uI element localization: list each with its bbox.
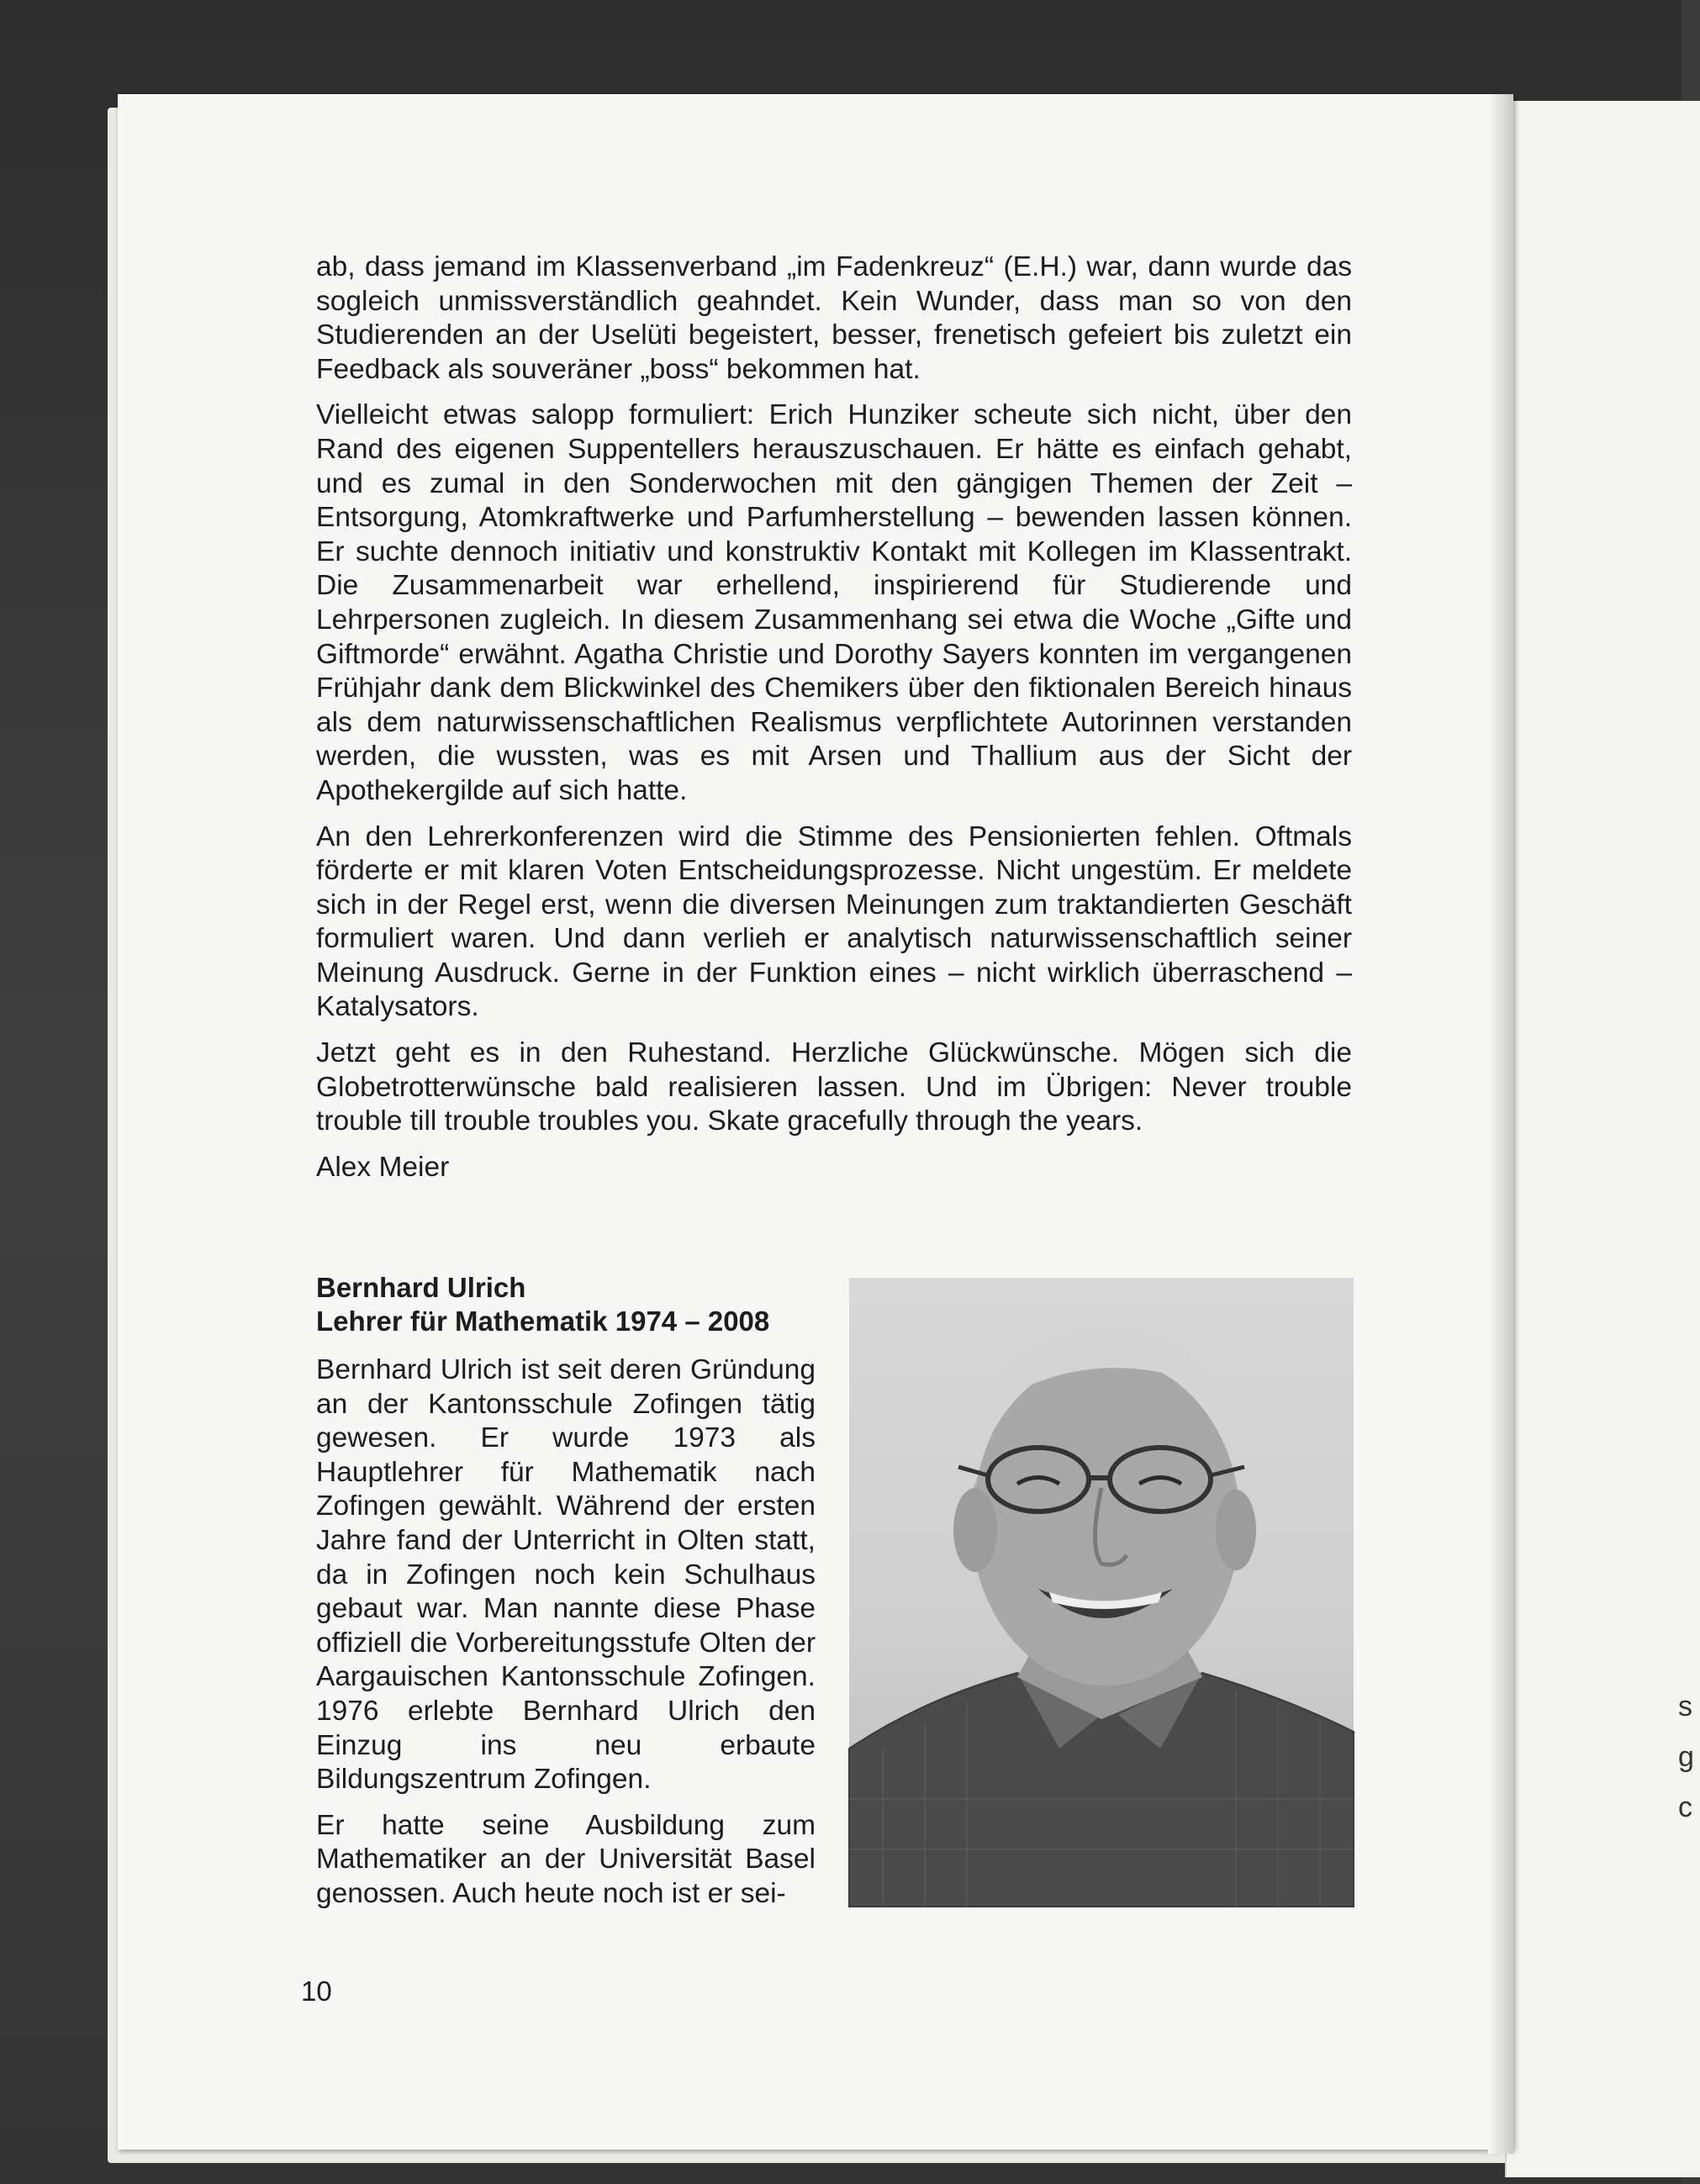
portrait-photo: [849, 1278, 1354, 1907]
paragraph: Bernhard Ulrich ist seit deren Gründung an der Kantonsschule Zofingen tätig gewesen. Er wurde 1973 als Hauptlehrer für Mathematik nach Zofingen gewählt. Während der ersten Jahre fand der Unterricht in Olten statt, da in Zofingen noch kein Schulhaus gebaut war. Man nannte diese Phase offiziell die Vorbereitungsstufe Olten der Aargauischen Kantonsschule Zofingen. 1976 erlebte Bernhard Ulrich den Einzug ins neu erbaute Bildungszentrum Zofingen.: [316, 1354, 816, 1796]
profile-role: Lehrer für Mathematik 1974 – 2008: [316, 1306, 770, 1337]
teacher-profile: [316, 1271, 816, 1923]
paragraph: Jetzt geht es in den Ruhestand. Herzliche Glückwünsche. Mögen sich die Globetrotterwünsche bald realisieren lassen. Und im Übrigen: Never trouble trouble till trouble troubles you. Skate gracefully through the years.: [316, 1037, 1352, 1137]
paragraph: ab, dass jemand im Klassenverband „im Fadenkreuz“ (E.H.) war, dann wurde das sogleich unmissverständlich geahndet. Kein Wunder, dass man so von den Studierenden an der Uselüti begeistert, besser, frenetisch gefeiert bis zuletzt ein Feedback als souveräner „boss“ bekommen hat.: [316, 251, 1352, 385]
facing-page-letter: c: [1678, 1791, 1692, 1823]
facing-page-letter: g: [1678, 1741, 1694, 1773]
portrait-illustration: [849, 1278, 1354, 1907]
facing-page: [1505, 101, 1700, 2177]
page-number: 10: [301, 1976, 332, 2007]
author-signature: Alex Meier: [316, 1151, 450, 1183]
page-gutter: [1488, 94, 1513, 2154]
paragraph: An den Lehrerkonferenzen wird die Stimme des Pensionierten fehlen. Oftmals förderte er mit klaren Voten Entscheidungsprozesse. Nicht ungestüm. Er meldete sich in der Regel erst, wenn die diversen Meinungen zum traktandierten Geschäft formuliert waren. Und dann verlieh er analytisch naturwissenschaftlich seiner Meinung Ausdruck. Gerne in der Funktion eines – nicht wirklich überraschend – Katalysators.: [316, 820, 1352, 1023]
profile-body: [316, 1353, 816, 1912]
paragraph: Vielleicht etwas salopp formuliert: Erich Hunziker scheute sich nicht, über den Rand des eigenen Suppentellers herauszuschauen. Er hätte es einfach gehabt, und es zumal in den Sonderwochen mit den gängigen Themen der Zeit – Entsorgung, Atomkraftwerke und Parfumherstellung – bewenden lassen können. Er suchte dennoch initiativ und konstruktiv Kontakt mit Kollegen im Klassentrakt. Die Zusammenarbeit war erhellend, inspirierend für Studierende und Lehrpersonen zugleich. In diesem Zusammenhang sei etwa die Woche „Gifte und Giftmorde“ erwähnt. Agatha Christie und Dorothy Sayers konnten im vergangenen Frühjahr dank dem Blickwinkel des Chemikers über den fiktionalen Bereich hinaus als dem naturwissenschaftlichen Realismus verpflichtete Autorinnen verstanden werden, die wussten, was es mit Arsen und Thallium aus der Sicht der Apothekergilde auf sich hatte.: [316, 399, 1352, 806]
facing-page-letter: s: [1678, 1691, 1692, 1722]
continued-article: [316, 251, 1352, 1196]
profile-name: Bernhard Ulrich: [316, 1272, 526, 1303]
paragraph: Er hatte seine Ausbildung zum Mathematiker an der Universität Basel genossen. Auch heute noch ist er sei-: [316, 1809, 816, 1909]
facing-page-fragments: [1678, 1681, 1694, 1833]
